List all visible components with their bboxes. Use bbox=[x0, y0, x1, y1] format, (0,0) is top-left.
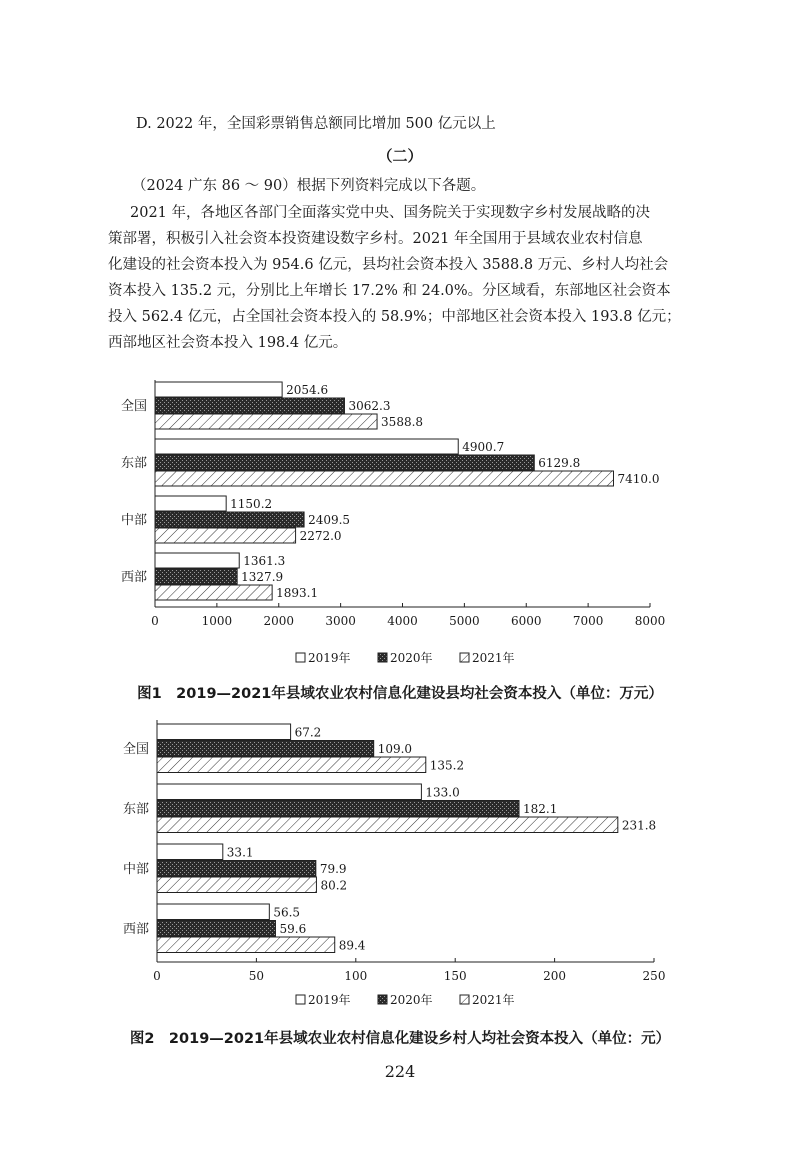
bar bbox=[157, 861, 316, 877]
legend-label: 2021年 bbox=[472, 993, 515, 1007]
x-tick-label: 1000 bbox=[201, 614, 233, 628]
data-label: 135.2 bbox=[429, 758, 465, 773]
category-label: 西部 bbox=[122, 921, 149, 937]
data-label: 1893.1 bbox=[276, 586, 319, 600]
data-label: 59.6 bbox=[279, 922, 307, 936]
x-tick-label: 150 bbox=[443, 969, 467, 983]
option-d: D. 2022 年，全国彩票销售总额同比增加 500 亿元以上 bbox=[136, 116, 496, 132]
data-label: 3588.8 bbox=[381, 415, 424, 429]
data-label: 56.5 bbox=[273, 905, 301, 920]
category-label: 全国 bbox=[122, 741, 149, 757]
bar bbox=[155, 414, 377, 429]
x-tick-label: 3000 bbox=[325, 614, 356, 628]
data-label: 2272.0 bbox=[299, 529, 342, 543]
data-label: 182.1 bbox=[523, 802, 558, 816]
data-label: 33.1 bbox=[226, 845, 254, 860]
data-label: 80.2 bbox=[320, 878, 348, 893]
data-label: 2054.6 bbox=[286, 383, 329, 397]
legend-swatch bbox=[460, 995, 469, 1004]
data-label: 79.9 bbox=[319, 862, 347, 876]
bar bbox=[157, 904, 269, 920]
chart-county-average-investment bbox=[0, 370, 800, 675]
x-tick-label: 0 bbox=[151, 614, 159, 628]
instruction: （2024 广东 86 ～ 90）根据下列资料完成以下各题。 bbox=[132, 178, 486, 194]
x-tick-label: 8000 bbox=[634, 614, 666, 628]
data-label: 133.0 bbox=[425, 785, 460, 800]
x-tick-label: 0 bbox=[153, 969, 161, 983]
bar bbox=[155, 553, 239, 568]
data-label: 231.8 bbox=[621, 818, 657, 833]
bar bbox=[157, 844, 223, 860]
bar bbox=[155, 455, 534, 470]
category-label: 东部 bbox=[122, 801, 149, 817]
data-label: 89.4 bbox=[338, 938, 366, 953]
data-label: 1327.9 bbox=[241, 570, 284, 584]
bar bbox=[155, 471, 613, 486]
page-number: 224 bbox=[384, 1062, 416, 1081]
bar bbox=[155, 382, 282, 397]
bar bbox=[157, 801, 519, 817]
chart2-caption: 图2 2019—2021年县域农业农村信息化建设乡村人均社会资本投入（单位：元） bbox=[129, 1031, 671, 1047]
paragraph-line: 策部署，积极引入社会资本投资建设数字乡村。2021 年全国用于县域农业农村信息 bbox=[108, 231, 643, 247]
x-tick-label: 7000 bbox=[572, 614, 604, 628]
paragraph-line: 2021 年，各地区各部门全面落实党中央、国务院关于实现数字乡村发展战略的决 bbox=[130, 205, 651, 221]
legend-swatch bbox=[296, 995, 305, 1004]
x-tick-label: 4000 bbox=[387, 614, 418, 628]
paragraph-line: 西部地区社会资本投入 198.4 亿元。 bbox=[108, 335, 348, 351]
bar bbox=[157, 724, 291, 740]
data-label: 109.0 bbox=[377, 742, 413, 756]
legend-label: 2019年 bbox=[308, 651, 351, 665]
legend-label: 2021年 bbox=[472, 651, 515, 665]
x-tick-label: 200 bbox=[543, 969, 567, 983]
bar bbox=[157, 757, 426, 773]
bar bbox=[157, 877, 316, 893]
paragraph-line: 资本投入 135.2 元，分别比上年增长 17.2% 和 24.0%。分区域看，东部地区社会资本 bbox=[108, 283, 671, 299]
data-label: 6129.8 bbox=[538, 456, 581, 470]
x-tick-label: 50 bbox=[248, 969, 265, 983]
data-label: 2409.5 bbox=[308, 513, 351, 527]
bar bbox=[155, 512, 304, 527]
bar bbox=[157, 817, 618, 833]
bar bbox=[155, 398, 344, 413]
chart1-caption: 图1 2019—2021年县域农业农村信息化建设县均社会资本投入（单位：万元） bbox=[137, 686, 663, 702]
legend-label: 2020年 bbox=[390, 651, 433, 665]
bar bbox=[157, 937, 335, 953]
legend-swatch bbox=[296, 653, 305, 662]
bar bbox=[155, 569, 237, 584]
data-label: 1150.2 bbox=[230, 497, 273, 511]
paragraph bbox=[108, 200, 708, 356]
category-label: 西部 bbox=[120, 570, 147, 585]
bar bbox=[157, 741, 374, 757]
bar bbox=[155, 528, 296, 543]
paragraph-line: 化建设的社会资本投入为 954.6 亿元，县均社会资本投入 3588.8 万元、乡村人均社会 bbox=[108, 257, 669, 273]
bar bbox=[155, 496, 226, 511]
legend-label: 2019年 bbox=[308, 993, 351, 1007]
legend-label: 2020年 bbox=[390, 993, 433, 1007]
x-tick-label: 2000 bbox=[263, 614, 295, 628]
category-label: 全国 bbox=[120, 399, 147, 414]
category-label: 中部 bbox=[120, 513, 147, 528]
data-label: 1361.3 bbox=[243, 554, 286, 568]
legend-swatch bbox=[460, 653, 469, 662]
data-label: 3062.3 bbox=[348, 399, 391, 413]
x-tick-label: 6000 bbox=[510, 614, 542, 628]
data-label: 67.2 bbox=[294, 725, 322, 740]
legend-swatch bbox=[378, 653, 387, 662]
bar bbox=[157, 921, 275, 937]
chart-rural-per-capita-investment bbox=[0, 712, 800, 1012]
data-label: 7410.0 bbox=[617, 472, 660, 486]
paragraph-line: 投入 562.4 亿元，占全国社会资本投入的 58.9%；中部地区社会资本投入 193.8 亿元； bbox=[108, 309, 681, 325]
category-label: 东部 bbox=[120, 456, 147, 471]
legend-swatch bbox=[378, 995, 387, 1004]
bar bbox=[155, 439, 458, 454]
category-label: 中部 bbox=[122, 861, 149, 877]
data-label: 4900.7 bbox=[462, 440, 505, 454]
bar bbox=[155, 585, 272, 600]
x-tick-label: 250 bbox=[642, 969, 666, 983]
bar bbox=[157, 784, 421, 800]
section-title: （二） bbox=[377, 147, 423, 165]
x-tick-label: 100 bbox=[344, 969, 368, 983]
x-tick-label: 5000 bbox=[449, 614, 480, 628]
